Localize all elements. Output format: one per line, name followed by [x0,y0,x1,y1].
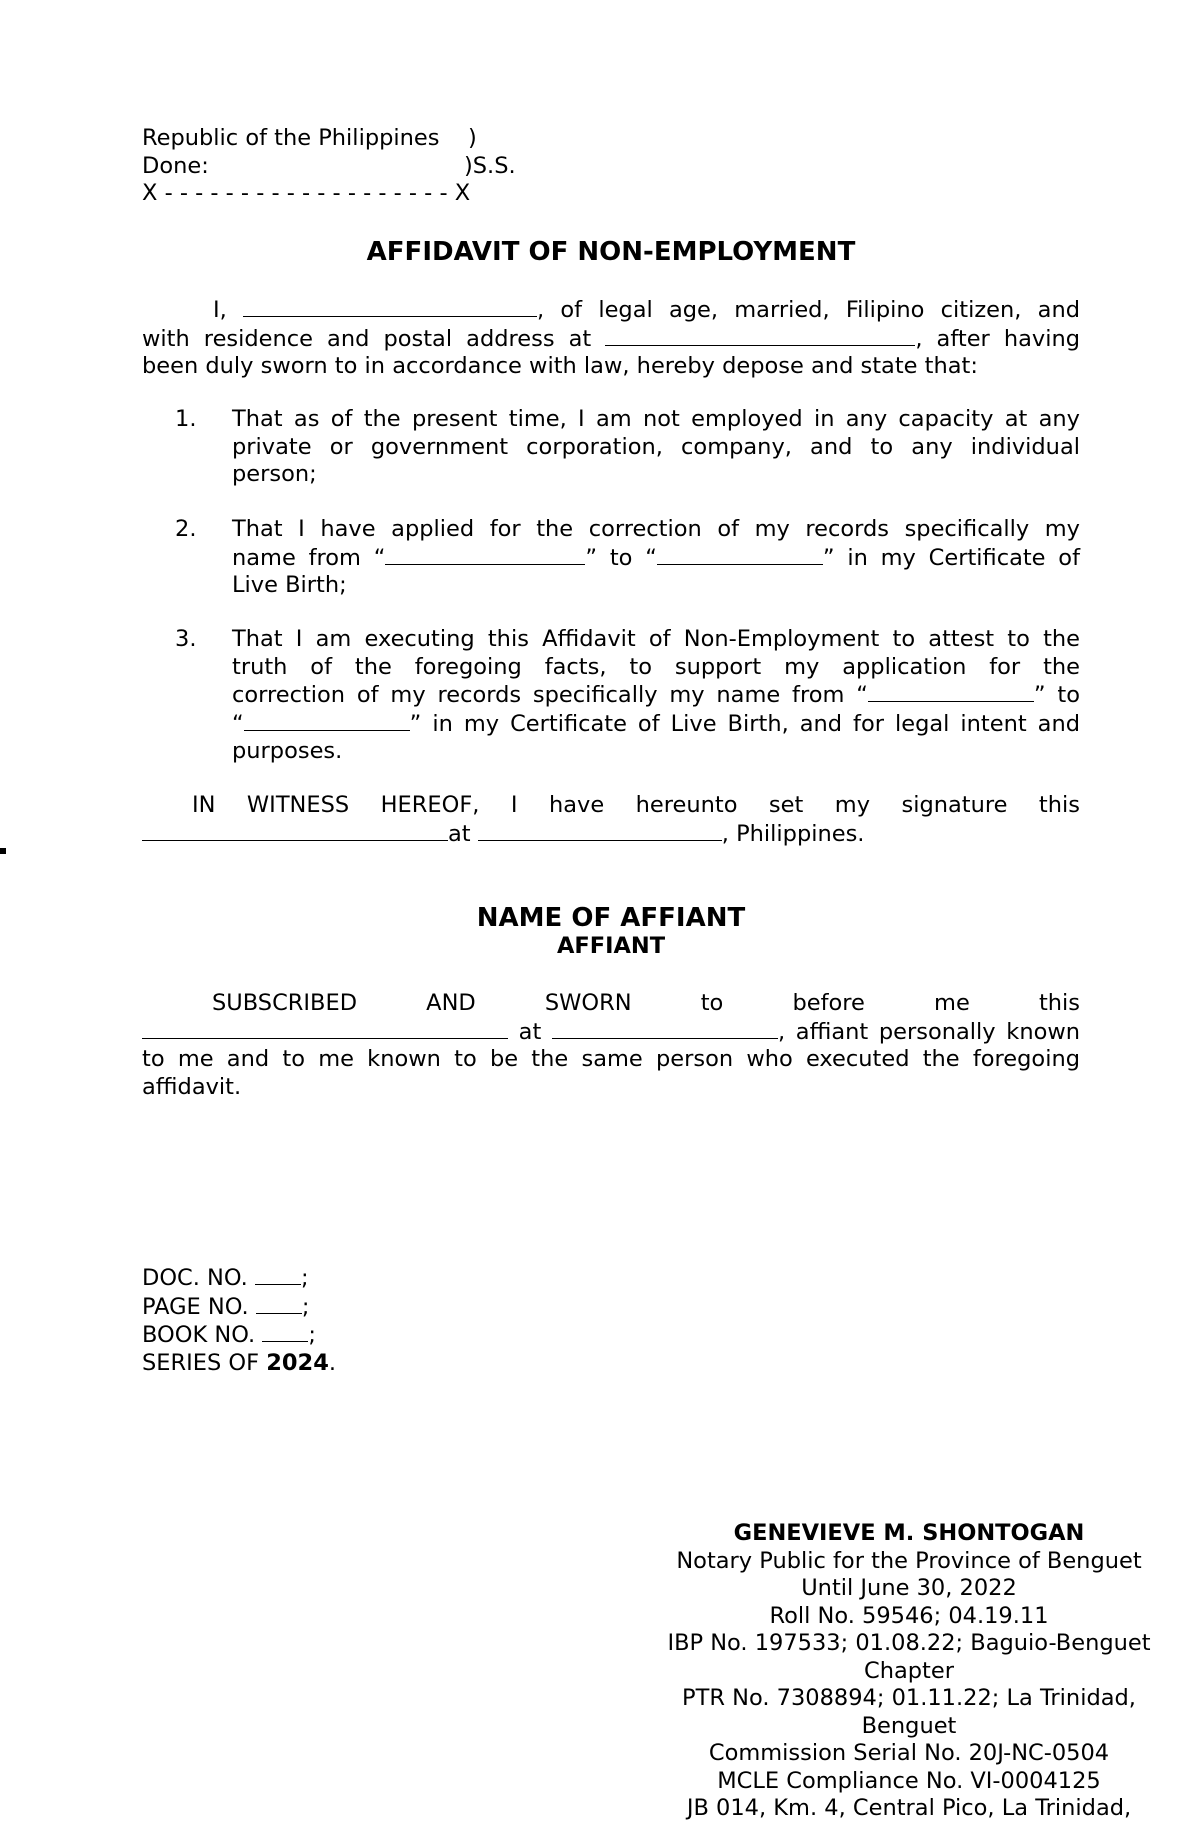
notary-line-1: Notary Public for the Province of Benguet [676,1547,1142,1574]
old-name-blank-2[interactable] [868,681,1034,702]
doc-no-semicolon: ; [300,1265,309,1291]
intro-paragraph [142,296,1080,381]
item-3-line-5: purposes. [232,738,343,764]
venue-paren-1: ) [468,125,477,151]
item-2-certificate: ” in my Certificate of [822,544,1080,571]
intro-legal-age: , of legal age, married, Filipino citizen, and [537,297,1080,323]
item-2-from: name from “ [232,544,386,571]
witness-line-2 [142,820,1080,849]
notary-block [644,1520,1174,1823]
item-2 [232,516,1080,600]
item-2-number: 2. [175,516,197,542]
book-no [142,1321,1080,1350]
notary-line-9: MCLE Compliance No. VI-0004125 [717,1767,1101,1794]
item-3-line-4 [232,710,1080,739]
witness-date-blank[interactable] [142,820,448,841]
intro-address-label: with residence and postal address at [142,325,592,352]
item-3-number: 3. [175,626,197,652]
book-no-label: BOOK NO. [142,1322,263,1348]
jurat-paragraph [142,990,1080,1101]
jurat-line-1 [142,990,1080,1018]
notary-name: GENEVIEVE M. SHONTOGAN [733,1520,1085,1546]
item-3 [232,626,1080,766]
notary-line-2: Until June 30, 2022 [801,1575,1017,1601]
item-3-line-3 [232,681,1080,710]
intro-after-having: , after having [915,325,1081,352]
page-no-label: PAGE NO. [142,1293,256,1320]
intro-i: I, [213,297,227,323]
notary-line-3: Roll No. 59546; 04.19.11 [769,1602,1049,1629]
document-title: AFFIDAVIT OF NON-EMPLOYMENT [366,237,856,267]
witness-paragraph [142,792,1080,848]
jurat-text: SUBSCRIBED AND SWORN to before me this [212,990,1080,1016]
jurat-at: at [508,1018,552,1045]
series [142,1350,1080,1378]
notary-line-8: Commission Serial No. 20J-NC-0504 [708,1740,1110,1766]
margin-mark [0,848,6,854]
item-3-line-1: That I am executing this Affidavit of Non-Employment to attest to the [232,626,1080,652]
new-name-blank[interactable] [657,544,823,565]
doc-no-blank[interactable] [255,1264,301,1285]
series-label: SERIES OF [142,1349,267,1376]
book-no-semicolon: ; [308,1322,316,1348]
item-3-from: correction of my records specifically my name from “ [232,682,868,708]
series-period: . [328,1349,337,1376]
notary-line-5: Chapter [864,1657,954,1684]
intro-line-3: been duly sworn to in accordance with law, hereby depose and state that: [142,353,978,379]
venue-separator: X - - - - - - - - - - - - - - - - - - - X [142,180,471,206]
notary-line-6: PTR No. 7308894; 01.11.22; La Trinidad, [682,1685,1136,1711]
item-1 [232,406,1080,489]
venue-country: Republic of the Philippines [142,125,440,151]
notary-line-10: JB 014, Km. 4, Central Pico, La Trinidad, [686,1795,1132,1821]
jurat-known: , affiant personally known [777,1018,1081,1045]
affiant-name: NAME OF AFFIANT [476,903,746,933]
intro-line-2 [142,325,1080,354]
page-no-blank[interactable] [256,1293,302,1314]
item-1-line-1: That as of the present time, I am not employed in any capacity at any [232,406,1080,432]
venue-done-label: Done: [142,152,209,179]
witness-place-blank[interactable] [478,820,722,841]
jurat-line-3: to me and to me known to be the same person who executed the foregoing [142,1046,1080,1072]
jurat-date-blank[interactable] [142,1018,508,1039]
item-3-open-quote: “ [232,710,244,737]
doc-no-label: DOC. NO. [142,1265,255,1291]
item-1-line-2: private or government corporation, company, and to any individual [232,433,1080,460]
item-2-to: ” to “ [585,544,657,571]
page-no-semicolon: ; [301,1293,310,1320]
item-1-line-3: person; [232,461,317,487]
jurat-line-2 [142,1018,1080,1047]
page-no [142,1293,1080,1322]
item-1-number: 1. [175,406,197,432]
series-year: 2024 [266,1349,329,1376]
item-3-to: ” to [1033,682,1080,708]
notary-line-7: Benguet [861,1712,957,1739]
venue-line-2 [142,153,1080,181]
jurat-place-blank[interactable] [552,1018,778,1039]
venue-line-1 [142,125,1080,153]
witness-text: IN WITNESS HEREOF, I have hereunto set my signature this [192,792,1080,818]
affiant-label: AFFIANT [556,933,666,959]
notary-line-4: IBP No. 197533; 01.08.22; Baguio-Benguet [667,1630,1151,1656]
item-3-line-2: truth of the foregoing facts, to support my application for the [232,653,1080,680]
venue-ss: )S.S. [464,152,516,179]
item-2-line-3: Live Birth; [232,572,347,598]
address-blank[interactable] [605,325,915,346]
intro-line-1 [142,296,1080,325]
item-2-line-2 [232,544,1080,573]
item-2-line-1: That I have applied for the correction of my records specifically my [232,516,1080,542]
venue-block [142,125,1080,208]
book-no-blank[interactable] [262,1321,308,1342]
affiant-name-blank[interactable] [243,296,537,317]
old-name-blank[interactable] [385,544,585,565]
witness-philippines: , Philippines. [721,820,865,847]
item-3-certificate: ” in my Certificate of Live Birth, and for legal intent and [409,710,1080,737]
witness-at: at [448,820,471,847]
new-name-blank-2[interactable] [244,710,410,731]
affiant-signature [142,903,1080,960]
doc-no [142,1264,1080,1293]
jurat-line-4: affidavit. [142,1073,242,1100]
witness-line-1 [142,792,1080,820]
docket-block [142,1264,1080,1377]
